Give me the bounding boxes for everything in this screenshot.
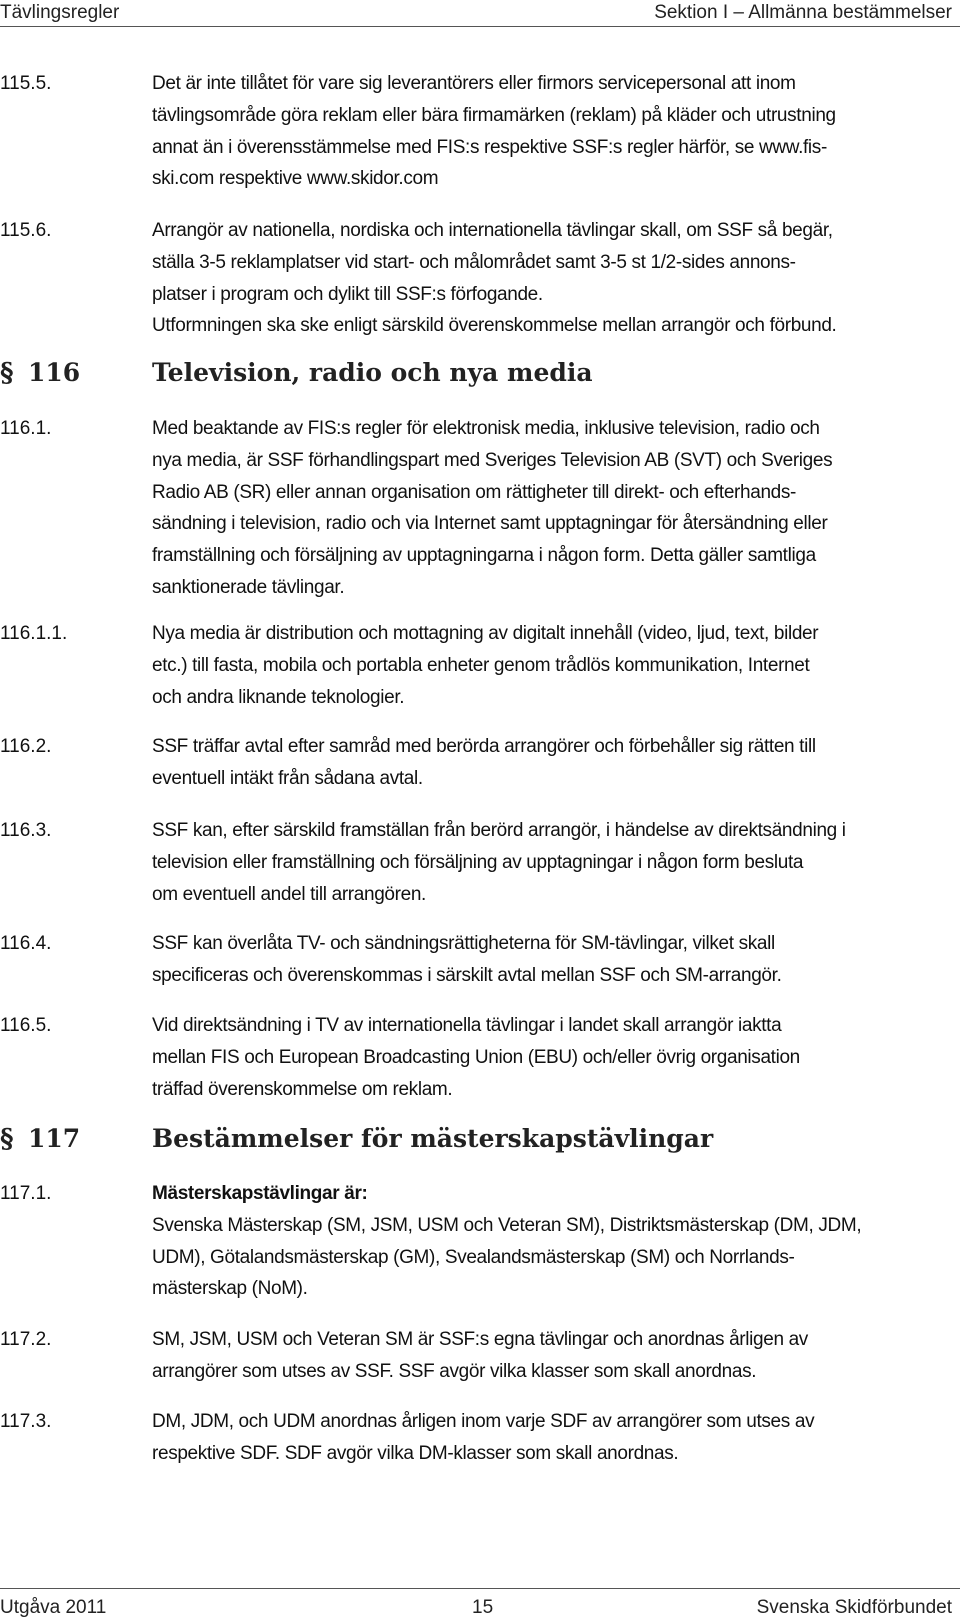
text-line: tävlingsområde göra reklam eller bära firmamärken (reklam) på kläder och utrustning (152, 104, 836, 126)
text-line: eventuell intäkt från sådana avtal. (152, 767, 423, 789)
text-line: SM, JSM, USM och Veteran SM är SSF:s egna tävlingar och anordnas årligen av (152, 1329, 808, 1350)
text-line: Nya media är distribution och mottagning av digitalt innehåll (video, ljud, text, bilder (152, 623, 819, 644)
text-line: etc.) till fasta, mobila och portabla enheter genom trådlös kommunikation, Internet (152, 654, 810, 676)
section-text (152, 1010, 954, 1105)
text-line: sanktionerade tävlingar. (152, 576, 345, 598)
section-number: 117.1. (0, 1183, 52, 1204)
text-line: SSF kan, efter särskild framställan från berörd arrangör, i händelse av direktsändning i (152, 820, 846, 841)
text-line: ski.com respektive www.skidor.com (152, 168, 439, 190)
text-line: Svenska Mästerskap (SM, JSM, USM och Veteran SM), Distriktsmästerskap (DM, JDM, (152, 1214, 862, 1236)
section-mark-icon: § (0, 358, 14, 388)
text-line: SSF kan överlåta TV- och sändningsrättigheterna för SM-tävlingar, vilket skall (152, 933, 775, 954)
header-left: Tävlingsregler (0, 2, 120, 23)
text-line: DM, JDM, och UDM anordnas årligen inom varje SDF av arrangörer som utses av (152, 1411, 815, 1432)
section-number: 116.5. (0, 1015, 52, 1036)
section-text (152, 618, 954, 713)
text-line: annat än i överensstämmelse med FIS:s respektive SSF:s regler härför, se www.fis- (152, 136, 827, 158)
footer-publisher: Svenska Skidförbundet (756, 1597, 952, 1618)
text-line: framställning och försäljning av upptagningarna i någon form. Detta gäller samtliga (152, 545, 816, 567)
page-footer (0, 1588, 960, 1618)
section-text (152, 1178, 954, 1305)
text-line: television eller framställning och försäljning av upptagningar i någon form besluta (152, 851, 804, 873)
heading-number: 117 (28, 1124, 81, 1153)
text-line: mästerskap (NoM). (152, 1278, 308, 1300)
text-line: mellan FIS och European Broadcasting Union (EBU) och/eller övrig organisation (152, 1046, 800, 1068)
text-line: träffad överenskommelse om reklam. (152, 1078, 453, 1100)
section-number: 116.2. (0, 736, 52, 757)
header-right: Sektion I – Allmänna bestämmelser (654, 2, 952, 23)
text-line: specificeras och överenskommas i särskilt avtal mellan SSF och SM-arrangör. (152, 964, 782, 986)
section-number: 116.3. (0, 820, 52, 841)
text-line: Med beaktande av FIS:s regler för elektronisk media, inklusive television, radio och (152, 418, 820, 439)
text-line: sändning i television, radio och via Internet samt upptagningar för återsändning eller (152, 513, 828, 535)
section-text (152, 815, 954, 910)
footer-edition: Utgåva 2011 (0, 1597, 107, 1618)
page-header (0, 0, 960, 27)
section-text (152, 1324, 954, 1388)
text-line: Utformningen ska ske enligt särskild överenskommelse mellan arrangör och förbund. (152, 315, 837, 337)
text-line: Arrangör av nationella, nordiska och internationella tävlingar skall, om SSF så begär, (152, 220, 833, 241)
text-line: UDM), Götalandsmästerskap (GM), Svealandsmästerskap (SM) och Norrlands- (152, 1246, 795, 1268)
heading-title: Television, radio och nya media (152, 358, 593, 387)
text-line: Det är inte tillåtet för vare sig leverantörers eller firmors servicepersonal att inom (152, 73, 796, 94)
text-line: om eventuell andel till arrangören. (152, 883, 426, 905)
section-text (152, 413, 954, 604)
section-text (152, 68, 954, 195)
section-text (152, 215, 954, 342)
text-line: platser i program och dylikt till SSF:s förfogande. (152, 283, 543, 305)
text-line: Vid direktsändning i TV av internationella tävlingar i landet skall arrangör iaktta (152, 1015, 782, 1036)
section-number: 117.2. (0, 1329, 52, 1350)
section-number: 116.1.1. (0, 623, 68, 644)
text-line: SSF träffar avtal efter samråd med berörda arrangörer och förbehåller sig rätten till (152, 736, 816, 757)
section-text (152, 731, 954, 795)
heading-number: 116 (28, 358, 81, 387)
section-text (152, 928, 954, 992)
section-mark-icon: § (0, 1124, 14, 1154)
section-subheading: Mästerskapstävlingar är: (152, 1183, 368, 1204)
section-number: 116.4. (0, 933, 52, 954)
text-line: Radio AB (SR) eller annan organisation om rättigheter till direkt- och efterhands- (152, 481, 797, 503)
heading-title: Bestämmelser för mästerskapstävlingar (152, 1124, 714, 1153)
section-number: 115.5. (0, 73, 52, 94)
text-line: nya media, är SSF förhandlingspart med Sveriges Television AB (SVT) och Sveriges (152, 449, 833, 471)
text-line: arrangörer som utses av SSF. SSF avgör vilka klasser som skall anordnas. (152, 1360, 757, 1382)
section-number: 116.1. (0, 418, 52, 439)
page-number: 15 (472, 1597, 494, 1618)
text-line: och andra liknande teknologier. (152, 686, 405, 708)
section-number: 117.3. (0, 1411, 52, 1432)
section-text (152, 1406, 954, 1470)
text-line: respektive SDF. SDF avgör vilka DM-klasser som skall anordnas. (152, 1442, 679, 1464)
section-number: 115.6. (0, 220, 52, 241)
text-line: ställa 3-5 reklamplatser vid start- och målområdet samt 3-5 st 1/2-sides annons- (152, 251, 796, 273)
